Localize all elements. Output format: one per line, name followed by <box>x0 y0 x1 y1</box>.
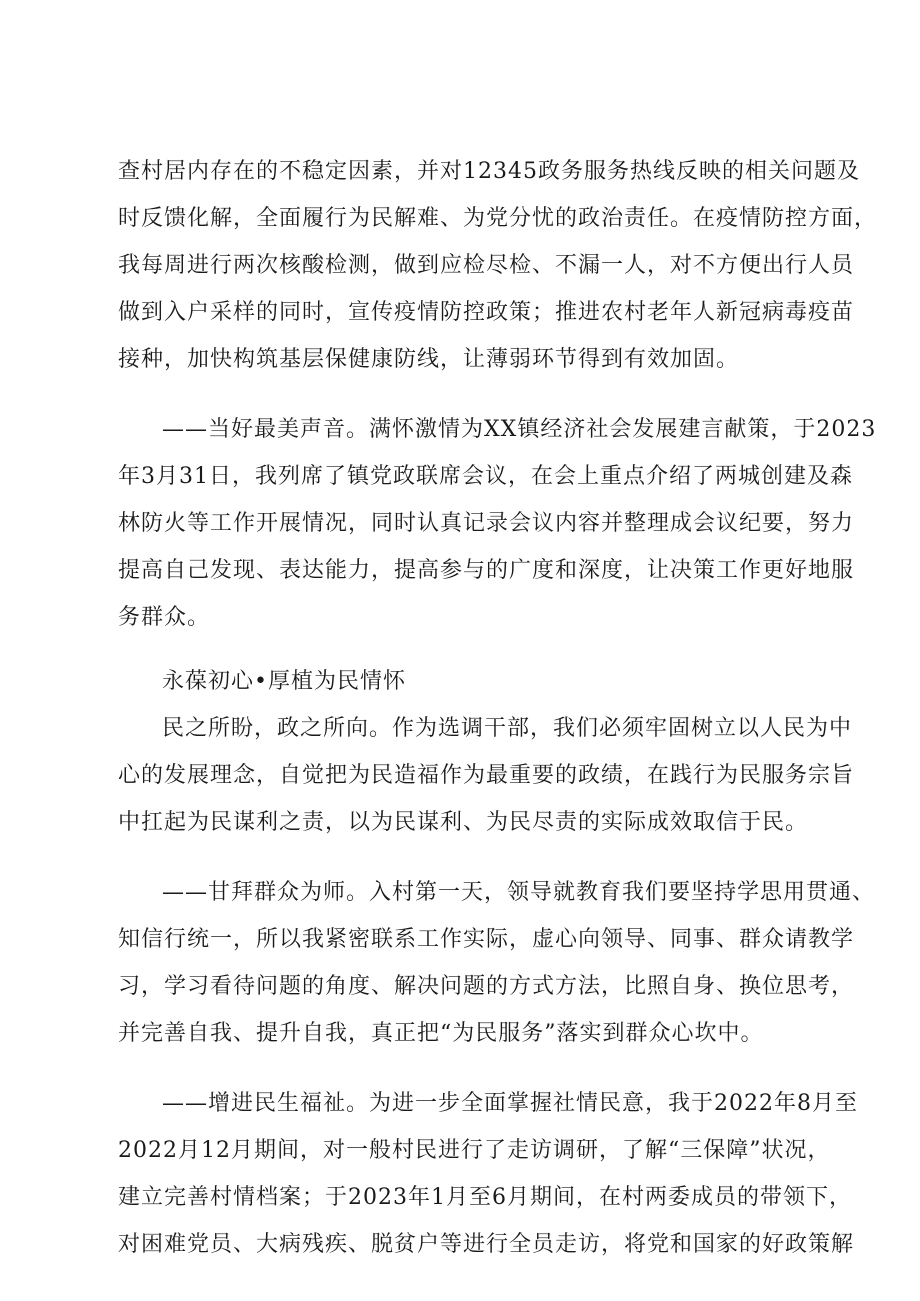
paragraph-line: 林防火等工作开展情况，同时认真记录会议内容并整理成会议纪要，努力 <box>118 511 855 536</box>
paragraph-line: 查村居内存在的不稳定因素，并对12345政务服务热线反映的相关问题及 <box>118 159 860 184</box>
paragraph-line: 习，学习看待问题的角度、解决问题的方式方法，比照自身、换位思考， <box>118 974 855 999</box>
paragraph-line: 心的发展理念，自觉把为民造福作为最重要的政绩，在践行为民服务宗旨 <box>118 763 855 788</box>
paragraph-line: 对困难党员、大病残疾、脱贫户等进行全员走访，将党和国家的好政策解 <box>118 1232 855 1257</box>
paragraph-line: 民之所盼，政之所向。作为选调干部，我们必须牢固树立以人民为中 <box>162 716 853 741</box>
paragraph-line: 知信行统一，所以我紧密联系工作实际，虚心向领导、同事、群众请教学 <box>118 927 855 952</box>
paragraph-line: 中扛起为民谋利之责，以为民谋利、为民尽责的实际成效取信于民。 <box>118 810 809 835</box>
paragraph-line: 接种，加快构筑基层保健康防线，让薄弱环节得到有效加固。 <box>118 347 740 372</box>
paragraph-line: 并完善自我、提升自我，真正把“为民服务”落实到群众心坎中。 <box>118 1021 764 1046</box>
paragraph-line: 我每周进行两次核酸检测，做到应检尽检、不漏一人，对不方便出行人员 <box>118 253 855 278</box>
paragraph-line: 提高自己发现、表达能力，提高参与的广度和深度，让决策工作更好地服 <box>118 558 855 583</box>
paragraph-line: 时反馈化解，全面履行为民解难、为党分忧的政治责任。在疫情防控方面， <box>118 206 878 231</box>
section-heading: 永葆初心•厚植为民情怀 <box>162 669 406 694</box>
paragraph-line: 年3月31日，我列席了镇党政联席会议，在会上重点介绍了两城创建及森 <box>118 464 853 489</box>
paragraph-line: ——当好最美声音。满怀激情为XX镇经济社会发展建言献策，于2023 <box>162 417 877 442</box>
paragraph-line: ——增进民生福祉。为进一步全面掌握社情民意，我于2022年8月至 <box>162 1091 858 1116</box>
paragraph-line: ——甘拜群众为师。入村第一天，领导就教育我们要坚持学思用贯通、 <box>162 880 876 905</box>
paragraph-line: 做到入户采样的同时，宣传疫情防控政策；推进农村老年人新冠病毒疫苗 <box>118 300 855 325</box>
paragraph-line: 务群众。 <box>118 605 211 630</box>
paragraph-line: 2022月12月期间，对一般村民进行了走访调研，了解“三保障”状况， <box>118 1138 831 1163</box>
paragraph-line: 建立完善村情档案；于2023年1月至6月期间，在村两委成员的带领下， <box>118 1185 852 1210</box>
